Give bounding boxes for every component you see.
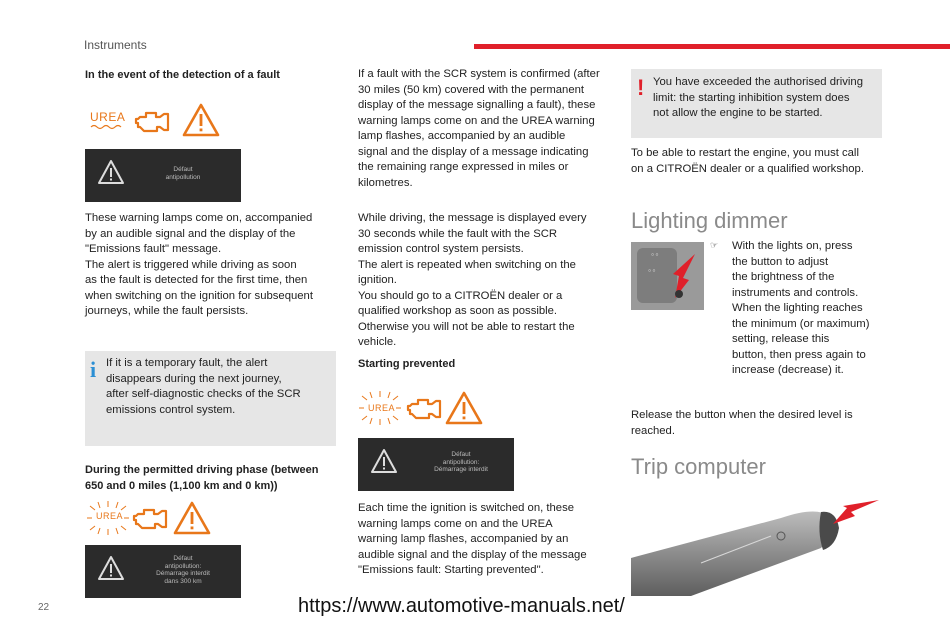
source-url[interactable]: https://www.automotive-manuals.net/ [298,595,625,617]
display-fault-message [85,149,241,202]
display-message-text: Défaut antipollution [165,166,201,181]
urea-lamp-icon: UREA [90,110,126,124]
warning-triangle-icon [444,390,484,426]
urea-lamp-icon: UREA [368,403,396,413]
urea-lamp-icon: UREA [96,511,124,521]
restart-engine-text: To be able to restart the engine, you must call on a CITROËN dealer or a qualified workshop. [631,147,864,175]
info-note-box [85,351,336,446]
starting-prevented-heading: Starting prevented [358,358,456,370]
warning-lamps-starting-row [358,390,498,430]
trip-computer-title: Trip computer [631,454,766,479]
warning-triangle-icon [172,500,212,536]
engine-icon [132,504,170,534]
red-arrow-icon [669,252,699,302]
scr-confirmed-text: If a fault with the SCR system is confirmed (after 30 miles (50 km) covered with the permanent display of the message signalling a fault), these warning lamps come on and the UREA warning lamp flashes, accompanied by an audible signal and the display of a message indicating the remaining range expressed in miles or kilometres. [358,68,600,189]
lighting-dimmer-title: Lighting dimmer [631,208,788,233]
display-warning-icon [97,159,125,185]
warning-triangle-icon [181,102,221,138]
red-arrow-icon [831,496,881,528]
header-accent-bar [474,44,950,49]
while-driving-text: While driving, the message is displayed every 30 seconds while the fault with the SCR emission control system persists. The alert is repeated when switching on the ignition. You should go to a CITROËN dealer or a qualified workshop as soon as possible. Otherwise you will not be able to restart the vehicle. [358,212,587,348]
engine-icon [134,107,172,137]
bullet-arrow-icon: ☞ [710,240,719,250]
dimmer-button-image: ○ ○ ○ ○ [631,242,704,310]
ignition-starting-text: Each time the ignition is switched on, these warning lamps come on and the UREA warning lamp flashes, accompanied by an audible signal and the display of the message "Emissions fault: Starting prevented". [358,502,587,576]
display-starting-prevented-message [358,438,514,491]
warning-lamps-row [88,104,228,144]
trip-computer-stalk-image [631,488,883,596]
display-message-text: Défaut antipollution: Démarrage interdit [434,451,488,473]
warning-note-box [631,69,882,138]
permitted-phase-heading: During the permitted driving phase (between 650 and 0 miles (1,100 km and 0 km)) [85,464,319,492]
urea-waves-icon [90,124,126,130]
info-note-text: If it is a temporary fault, the alert disappears during the next journey, after self-diagnostic checks of the SCR emissions control system. [106,357,301,416]
info-icon: i [90,357,97,382]
fault-detection-heading: In the event of the detection of a fault [85,69,280,81]
display-range-message [85,545,241,598]
fault-description: These warning lamps come on, accompanied by an audible signal and the display of the "Emissions fault" message. The alert is triggered while driving as soon as the fault is detected for the first time, then when switching on the ignition for subsequent journeys, while the fault persists. [85,212,313,317]
running-header: Instruments [84,38,147,52]
exclamation-icon: ! [637,75,645,100]
warning-lamps-flashing-row [86,500,226,540]
engine-icon [406,394,444,424]
release-button-text: Release the button when the desired level is reached. [631,409,853,437]
display-warning-icon [370,448,398,474]
display-message-text: Défaut antipollution: Démarrage interdit dans 300 km [156,555,210,585]
display-warning-icon [97,555,125,581]
page-number: 22 [38,602,50,613]
lighting-dimmer-instructions: With the lights on, press the button to adjust the brightness of the instruments and controls. When the lighting reaches the minimum (or maximum) setting, release this button, then press again to increase (decrease) it. [732,240,870,376]
warning-note-text: You have exceeded the authorised driving limit: the starting inhibition system does not allow the engine to be started. [653,76,863,119]
